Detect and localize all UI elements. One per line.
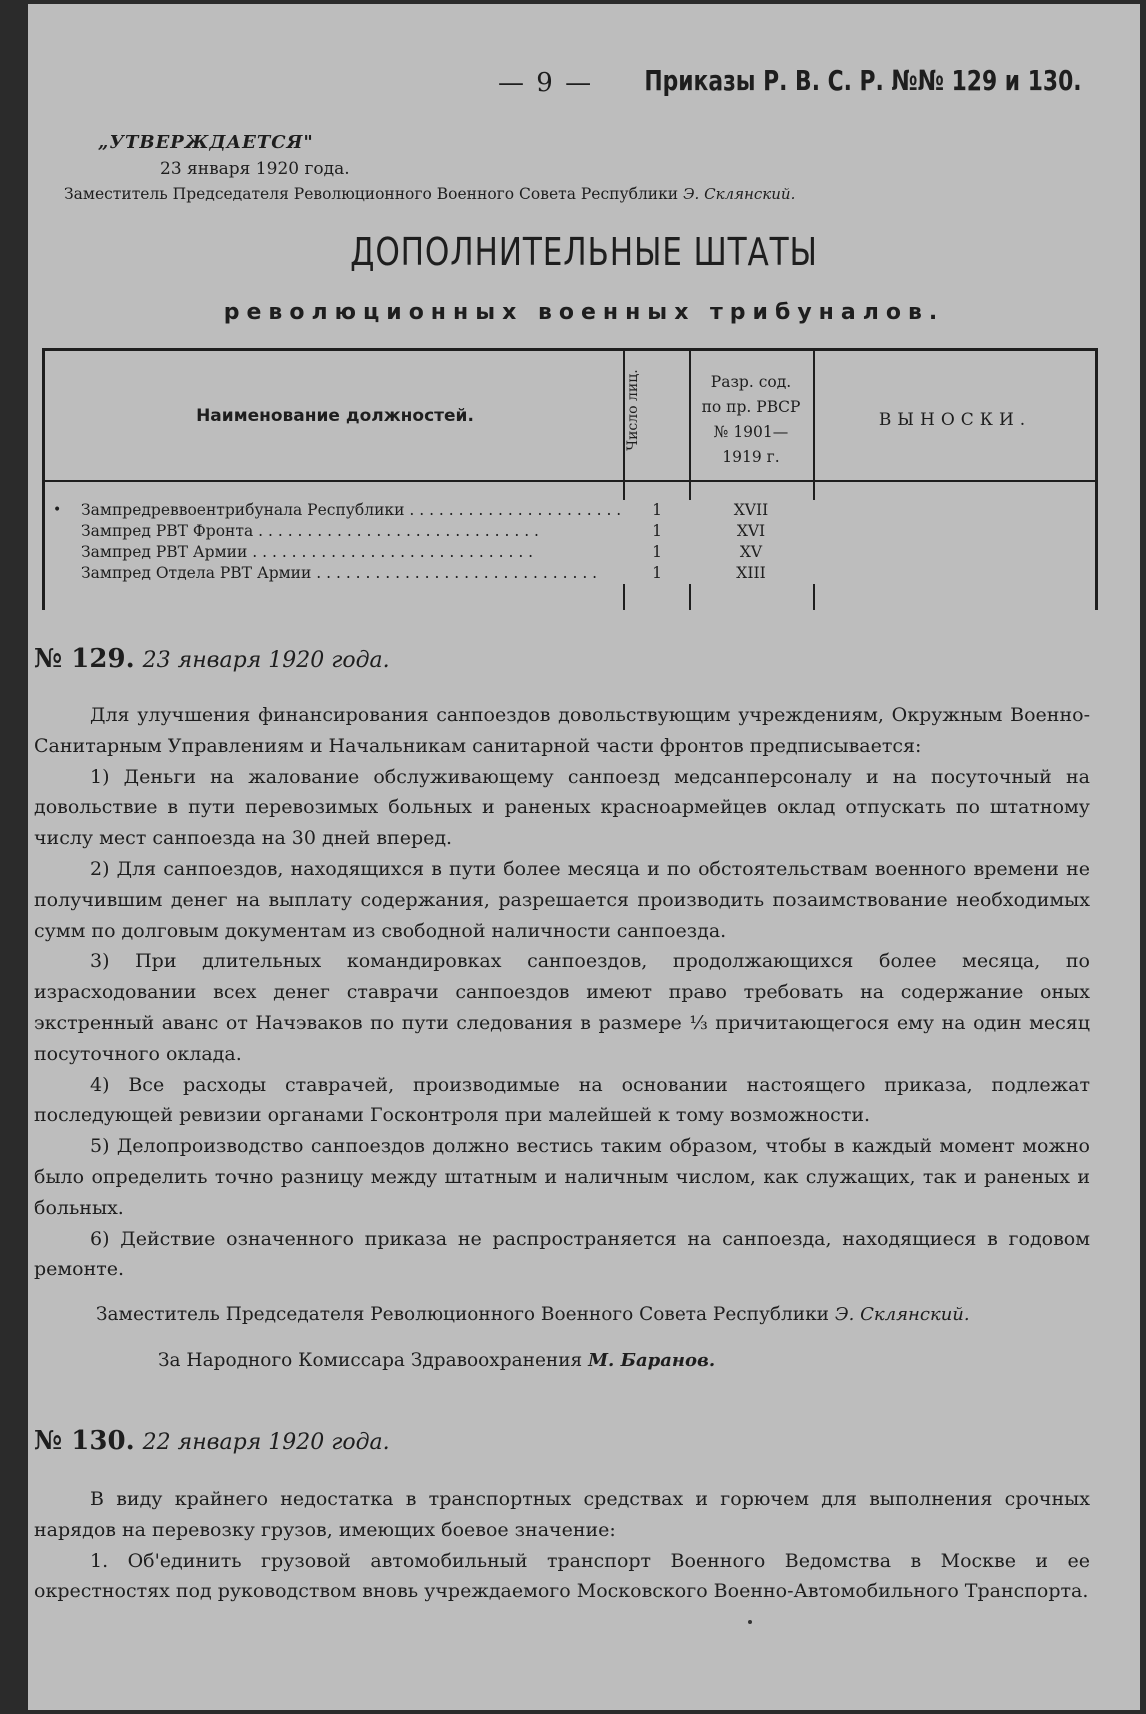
paragraph: 2) Для санпоездов, находящихся в пути более месяца и по обстоятельствам военного времени не получившим денег на выплату содержания, разрешается производить позаимствование необходимых сумм по долговым документам из свободной наличности санпоезда. <box>34 857 1090 942</box>
page-header <box>28 62 1140 102</box>
table-row: • Зампредреввоентрибунала Республики . . . 1 XVII <box>45 500 1095 521</box>
paragraph: 1) Деньги на жалование обслуживающему санпоезд медсанперсоналу и на посуточный на довольствие в пути перевозимых больных и раненых красноармейцев оклад отпускать по штатному числу мест санпоезда на 30 дней вперед. <box>34 765 1090 850</box>
page-number: — 9 — <box>498 68 594 98</box>
table-row: Зампред Отдела РВТ Армии . . . 1 XIII <box>45 563 1095 584</box>
table-body <box>45 500 1095 584</box>
order-129-signature-2: За Народного Комиссара Здравоохранения М. Баранов. <box>158 1350 716 1371</box>
table-row: Зампред РВТ Армии . . . 1 XV <box>45 542 1095 563</box>
paragraph: 4) Все расходы ставрачей, производимые на основании настоящего приказа, подлежат последующей ревизии органами Госконтроля при малейшей к тому возможности. <box>34 1073 1090 1127</box>
paragraph: 3) При длительных командировках санпоездов, продолжающихся более месяца, по израсходовании всех денег ставрачи санпоездов имеют право требовать на содержание оных экстренный аванс от Начэваков по пути следования в размере ⅓ причитающегося ему на один месяц посуточного оклада. <box>34 950 1090 1065</box>
approval-heading: „УТВЕРЖДАЕТСЯ" <box>98 132 314 153</box>
approval-block <box>64 132 796 203</box>
document-page <box>28 4 1140 1710</box>
order-129-signature-1: Заместитель Председателя Революционного Военного Совета Республики Э. Склянский. <box>96 1304 970 1325</box>
staff-title: ДОПОЛНИТЕЛЬНЫЕ ШТАТЫ <box>350 230 818 274</box>
order-129-heading: № 129. 23 января 1920 года. <box>34 644 390 674</box>
approval-signer: Э. Склянский. <box>683 185 796 203</box>
print-speck <box>748 1620 752 1624</box>
column-header-count: Число лиц. <box>625 369 641 451</box>
column-header-name: Наименование должностей. <box>196 406 474 426</box>
approval-date: 23 января 1920 года. <box>160 159 350 179</box>
order-130-heading: № 130. 22 января 1920 года. <box>34 1426 390 1456</box>
running-title: Приказы Р. В. С. Р. №№ 129 и 130. <box>644 64 1082 97</box>
paragraph: В виду крайнего недостатка в транспортных средствах и горючем для выполнения срочных нарядов на перевозку грузов, имеющих боевое значение: <box>34 1488 1090 1541</box>
paragraph: Для улучшения финансирования санпоездов довольствующим учреждениям, Окружным Военно-Санитарным Управлениям и Начальникам санитарной части фронтов предписывается: <box>34 704 1090 757</box>
staff-table <box>42 348 1098 610</box>
paragraph: 1. Об'единить грузовой автомобильный транспорт Военного Ведомства в Москве и ее окрестностях под руководством вновь учреждаемого Московского Военно-Автомобильного Транспорта. <box>34 1549 1090 1603</box>
order-130-body <box>34 1484 1090 1607</box>
paragraph: 6) Действие означенного приказа не распространяется на санпоезда, находящиеся в годовом ремонте. <box>34 1227 1090 1281</box>
order-129-body <box>34 700 1090 1285</box>
column-header-notes: ВЫНОСКИ. <box>878 410 1032 430</box>
column-header-grade: Разр. сод. по пр. РВСР № 1901— 1919 г. <box>701 373 801 466</box>
approval-signatory: Заместитель Председателя Революционного Военного Совета Республики Э. Склянский. <box>64 185 796 203</box>
staff-subtitle: революционных военных трибуналов. <box>223 300 945 325</box>
paragraph: 5) Делопроизводство санпоездов должно вестись таким образом, чтобы в каждый момент можно было определить точно разницу между штатным и наличным числом, как служащих, так и раненых и больных. <box>34 1135 1090 1219</box>
table-row: Зампред РВТ Фронта . . . 1 XVI <box>45 521 1095 542</box>
